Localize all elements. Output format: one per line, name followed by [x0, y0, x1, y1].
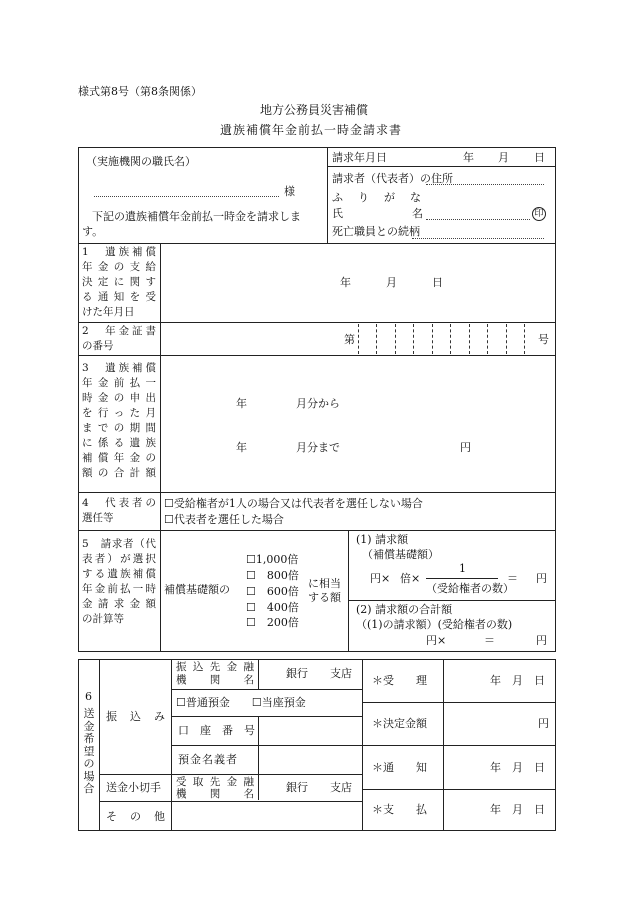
request-date-year[interactable]: 年 [463, 151, 474, 164]
calc1-subtitle: （補償基礎額） [362, 548, 439, 561]
furigana-4: な [410, 191, 421, 204]
office-notice-date[interactable]: 年 月 日 [490, 761, 545, 774]
office-receipt-label: ＊受 理 [372, 674, 427, 687]
calc1-title: (1) 請求額 [356, 533, 409, 546]
multiplier-1000[interactable]: ☐1,000倍 [246, 553, 299, 566]
calc1-yen[interactable]: 円× [370, 572, 391, 585]
transfer-bank-label: 振込先金融 機 関 名 [176, 661, 254, 686]
request-date-label: 請求年月日 [332, 151, 387, 164]
check-label: 送金小切手 [106, 781, 161, 794]
row2-label: 2 年金証書 の番号 [82, 325, 156, 352]
calc2-equals: ＝ [484, 634, 495, 647]
account-holder-field[interactable] [259, 746, 361, 773]
form-number: 様式第8号（第8条関係） [78, 85, 202, 98]
office-decision-amount[interactable]: 円 [538, 717, 549, 730]
calc1-denominator: （受給権者の数） [426, 582, 514, 595]
calc1-numerator: 1 [459, 562, 466, 575]
request-text-2: す。 [82, 225, 104, 238]
receiving-bank[interactable]: 銀行 [286, 781, 308, 794]
transfer-bank[interactable]: 銀行 [286, 667, 308, 680]
row5-label: 5 請求者（代 表者）が選択 する遺族補償 年金前払一時 金請求金額 の計算等 [82, 538, 156, 625]
receiving-bank-label: 受取先金融 機 関 名 [176, 776, 254, 800]
other-field[interactable] [172, 802, 361, 830]
multiplier-600[interactable]: ☐ 600倍 [246, 585, 299, 598]
request-text-1: 下記の遺族補償年金前払一時金を請求しま [92, 210, 301, 223]
row2-go: 号 [538, 333, 549, 346]
agency-label: （実施機関の職氏名） [86, 155, 196, 168]
account-number-label: 口 座 番 号 [178, 724, 255, 737]
office-notice-label: ＊通 知 [372, 761, 427, 774]
multiplier-400[interactable]: ☐ 400倍 [246, 601, 299, 614]
office-payment-date[interactable]: 年 月 日 [490, 803, 545, 816]
base-amount-label: 補償基礎額の [164, 583, 230, 596]
calc1-equals: ＝ [507, 572, 518, 585]
row1-day[interactable]: 日 [432, 276, 443, 289]
office-payment-label: ＊支 払 [372, 803, 427, 816]
furigana-2: り [358, 191, 369, 204]
row3-label: 3 遺族補償 年金前払一 時金の申出 を行った月 までの期間 に係る遺族 補償年金の 額の合計額 [82, 362, 156, 479]
relation-line[interactable] [412, 238, 544, 239]
row1-label: 1 遺族補償 年金の支給 決定に関す る通知を受 けた年月日 [82, 246, 156, 318]
multiplier-200[interactable]: ☐ 200倍 [246, 616, 299, 629]
name-label-b: 名 [412, 207, 423, 220]
furikomi-label: 振 込 み [106, 710, 166, 723]
receiving-branch[interactable]: 支店 [330, 781, 352, 794]
account-number-field[interactable] [259, 717, 361, 744]
seal-mark: 印 [532, 207, 546, 221]
office-decision-label: ＊決定金額 [372, 717, 427, 730]
calc1-fraction-bar [426, 578, 498, 579]
representative-option-2[interactable]: ☐代表者を選任した場合 [164, 513, 284, 526]
calc1-bai[interactable]: 倍× [400, 572, 421, 585]
sama-label: 様 [284, 185, 295, 198]
claimant-address-label: 請求者（代表者）の住所 [332, 172, 453, 185]
row3-total-yen[interactable]: 円 [460, 441, 471, 454]
row2-dai: 第 [344, 333, 355, 346]
request-date-month[interactable]: 月 [498, 151, 509, 164]
multiplier-800[interactable]: ☐ 800倍 [246, 569, 299, 582]
calc2-yen[interactable]: 円× [426, 634, 447, 647]
agency-input-line[interactable] [94, 196, 279, 197]
calc2-result-yen[interactable]: 円 [536, 634, 547, 647]
row1-month[interactable]: 月 [386, 276, 397, 289]
transfer-branch[interactable]: 支店 [330, 667, 352, 680]
row3-to-month[interactable]: 月分まで [296, 441, 340, 454]
claimant-name-line[interactable] [426, 219, 530, 220]
office-receipt-date[interactable]: 年 月 日 [490, 674, 545, 687]
equivalent-label-2: する額 [308, 591, 341, 604]
relation-label: 死亡職員との続柄 [332, 225, 420, 238]
calc1-result-yen[interactable]: 円 [536, 572, 547, 585]
representative-option-1[interactable]: ☐受給権者が1人の場合又は代表者を選任しない場合 [164, 497, 423, 510]
account-holder-label: 預金名義者 [178, 753, 238, 766]
certificate-number-field[interactable] [358, 324, 536, 354]
row1-year[interactable]: 年 [340, 276, 351, 289]
form-title-line1: 地方公務員災害補償 [260, 103, 369, 117]
account-type-options[interactable]: ☐普通預金 ☐当座預金 [176, 696, 306, 709]
row6-vertical-label: 送 金 希 望 の 場 合 [83, 707, 95, 795]
request-date-day[interactable]: 日 [534, 151, 545, 164]
form-title-line2: 遺族補償年金前払一時金請求書 [220, 123, 403, 137]
claimant-address-line[interactable] [426, 184, 544, 185]
row4-label: 4 代表者の 選任等 [82, 497, 156, 524]
row3-from-year[interactable]: 年 [236, 397, 247, 410]
furigana-1: ふ [332, 191, 343, 204]
calc2-title: (2) 請求額の合計額 [356, 603, 453, 616]
name-label-a: 氏 [332, 207, 343, 220]
calc2-subtitle: （(1)の請求額）(受給権者の数) [356, 618, 513, 631]
row3-to-year[interactable]: 年 [236, 441, 247, 454]
row6-number: 6 [85, 690, 92, 703]
other-label: そ の 他 [106, 810, 166, 823]
row3-from-month[interactable]: 月分から [296, 397, 340, 410]
furigana-3: が [384, 191, 395, 204]
equivalent-label-1: に相当 [308, 577, 341, 590]
